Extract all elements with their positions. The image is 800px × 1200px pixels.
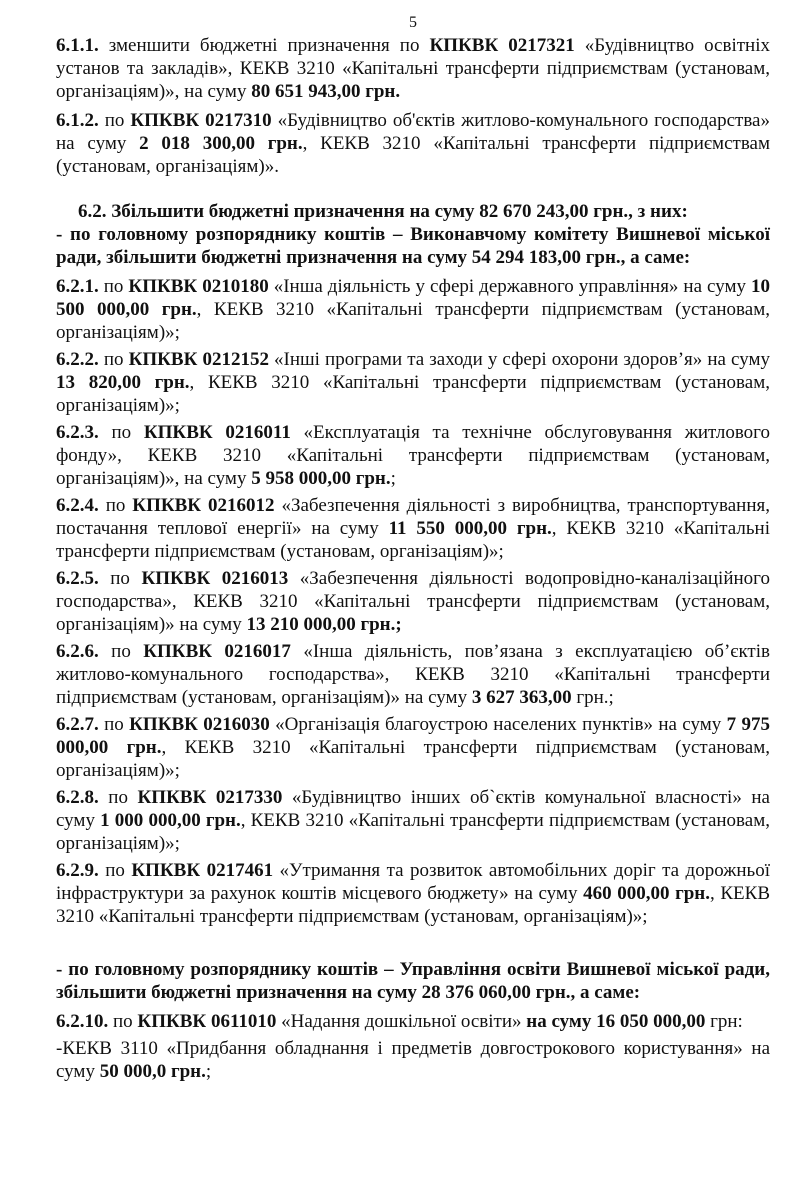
paragraph-6-2-2 (56, 348, 770, 417)
amount: на суму 16 050 000,00 (526, 1011, 706, 1032)
amount: 80 651 943,00 грн. (251, 81, 401, 102)
paragraph-6-2-1 (56, 275, 770, 344)
item-text: ; (390, 468, 396, 489)
item-text: по (98, 787, 138, 808)
item-text: «Інші програми та заходи у сфері охорони здоров’я» на суму (268, 349, 770, 370)
item-text: «Інша діяльність, пов’язана з експлуатацією об’єктів житлово-комунального господарства», КЕКВ 3210 «Капітальні трансферти підприємствам (установам, організаціям)» на суму (56, 641, 770, 708)
item-text: ; (205, 1061, 212, 1082)
paragraph-6-2-7 (56, 713, 770, 782)
budget-code: КПКВК 0216011 (143, 422, 291, 443)
amount: 1 000 000,00 грн. (100, 810, 241, 831)
item-text: по (98, 495, 133, 516)
budget-code: КПКВК 0216012 (132, 495, 275, 516)
budget-code: КПКВК 0210180 (128, 276, 269, 297)
item-text: , КЕКВ 3210 «Капітальні трансферти підприємствам (установам, організаціям)»; (56, 883, 771, 927)
paragraph-6-2-3 (56, 421, 770, 490)
item-text: , КЕКВ 3210 «Капітальні трансферти підприємствам (установам, організаціям)». (56, 133, 770, 177)
section-6-2-title: 6.2. Збільшити бюджетні призначення на суму 82 670 243,00 грн., з них: (78, 201, 688, 222)
item-text: «Будівництво освітніх установ та закладів», КЕКВ 3210 «Капітальні трансферти підприємствам (установам, організаціям)», на суму (56, 35, 770, 102)
item-number: 6.1.1. (56, 35, 99, 56)
item-text: «Забезпечення діяльності водопровідно-каналізаційного господарства», КЕКВ 3210 «Капітальні трансферти підприємствам (установам, організаціям)» на суму (56, 568, 770, 635)
item-text: по (98, 641, 144, 662)
item-text: по (98, 276, 129, 297)
item-text: «Організація благоустрою населених пунктів» на суму (269, 714, 727, 735)
paragraph-6-2-9 (56, 859, 770, 928)
item-text: , КЕКВ 3210 «Капітальні трансферти підприємствам (установам, організаціям)»; (56, 299, 770, 343)
paragraph-6-2-5 (56, 567, 770, 636)
paragraph-6-1-1 (56, 34, 770, 103)
item-text: по (98, 422, 144, 443)
item-number: 6.2.3. (56, 422, 99, 443)
item-text: по (98, 860, 132, 881)
education-department-heading: - по головному розпоряднику коштів – Управління освіти Вишневої міської ради, збільшити бюджетні призначення на суму 28 376 060,00 грн., а саме: (56, 959, 770, 1003)
item-number: 6.2.8. (56, 787, 99, 808)
item-text: зменшити бюджетні призначення по (98, 35, 430, 56)
item-text: «Утримання та розвиток автомобільних доріг та дорожньої інфраструктури за рахунок коштів місцевого бюджету» на суму (56, 860, 770, 904)
item-number: 6.1.2. (56, 110, 99, 131)
paragraph-6-2-10 (56, 1010, 770, 1033)
item-text: «Інша діяльність у сфері державного управління» на суму (268, 276, 751, 297)
item-number: 6.2.9. (56, 860, 99, 881)
item-text: по (108, 1011, 138, 1032)
budget-code: КПКВК 0217461 (131, 860, 274, 881)
amount: 13 210 000,00 грн.; (246, 614, 402, 635)
amount: 2 018 300,00 грн. (139, 133, 303, 154)
item-text: грн.; (571, 687, 614, 708)
item-text: , КЕКВ 3210 «Капітальні трансферти підприємствам (установам, організаціям)»; (56, 810, 770, 854)
item-text: , КЕКВ 3210 «Капітальні трансферти підприємствам (установам, організаціям)»; (56, 518, 770, 562)
budget-code: КПКВК 0216030 (129, 714, 270, 735)
item-number: 6.2.1. (56, 276, 99, 297)
item-text: «Будівництво об'єктів житлово-комунального господарства» на суму (56, 110, 770, 154)
item-text: по (98, 349, 129, 370)
item-number: 6.2.7. (56, 714, 99, 735)
item-text: , КЕКВ 3210 «Капітальні трансферти підприємствам (установам, організаціям)»; (56, 372, 770, 416)
item-text: «Забезпечення діяльності з виробництва, транспортування, постачання теплової енергії» на суму (56, 495, 770, 539)
paragraph-kekv-3110 (56, 1037, 770, 1083)
budget-code: КПКВК 0216017 (143, 641, 291, 662)
amount: 460 000,00 грн. (583, 883, 710, 904)
item-text: по (98, 714, 130, 735)
amount: 10 500 000,00 грн. (56, 276, 770, 320)
item-text: «Надання дошкільної освіти» (276, 1011, 527, 1032)
item-number: 6.2.10. (56, 1011, 109, 1032)
budget-code: КПКВК 0217330 (137, 787, 283, 808)
item-text: по (98, 568, 142, 589)
item-number: 6.2.2. (56, 349, 99, 370)
paragraph-6-1-2 (56, 109, 770, 178)
item-text: «Будівництво інших об`єктів комунальної власності» на суму (56, 787, 770, 831)
exec-committee-heading: - по головному розпоряднику коштів – Виконавчому комітету Вишневої міської ради, збільшити бюджетні призначення на суму 54 294 183,00 грн., а саме: (56, 224, 770, 268)
budget-code: КПКВК 0216013 (141, 568, 289, 589)
item-number: 6.2.6. (56, 641, 99, 662)
item-text: -КЕКВ 3110 «Придбання обладнання і предметів довгострокового користування» на суму (56, 1038, 770, 1082)
page-number: 5 (409, 14, 417, 31)
amount: 7 975 000,00 грн. (56, 714, 771, 758)
paragraph-6-2-8 (56, 786, 770, 855)
item-text: по (98, 110, 131, 131)
amount: 3 627 363,00 (471, 687, 572, 708)
amount: 5 958 000,00 грн. (251, 468, 391, 489)
amount: 11 550 000,00 грн. (388, 518, 552, 539)
amount: 50 000,0 грн. (99, 1061, 206, 1082)
paragraph-6-2-4 (56, 494, 770, 563)
item-number: 6.2.5. (56, 568, 99, 589)
item-text: «Експлуатація та технічне обслуговування житлового фонду», КЕКВ 3210 «Капітальні трансферти підприємствам (установам, організаціям)», на суму (56, 422, 771, 489)
budget-code: КПКВК 0217310 (130, 110, 272, 131)
budget-code: КПКВК 0217321 (429, 35, 575, 56)
budget-code: КПКВК 0212152 (128, 349, 269, 370)
item-text: , КЕКВ 3210 «Капітальні трансферти підприємствам (установам, організаціям)»; (56, 737, 770, 781)
amount: 13 820,00 грн. (56, 372, 190, 393)
paragraph-6-2-6 (56, 640, 770, 709)
budget-code: КПКВК 0611010 (137, 1011, 277, 1032)
item-number: 6.2.4. (56, 495, 99, 516)
item-text: грн: (705, 1011, 743, 1032)
